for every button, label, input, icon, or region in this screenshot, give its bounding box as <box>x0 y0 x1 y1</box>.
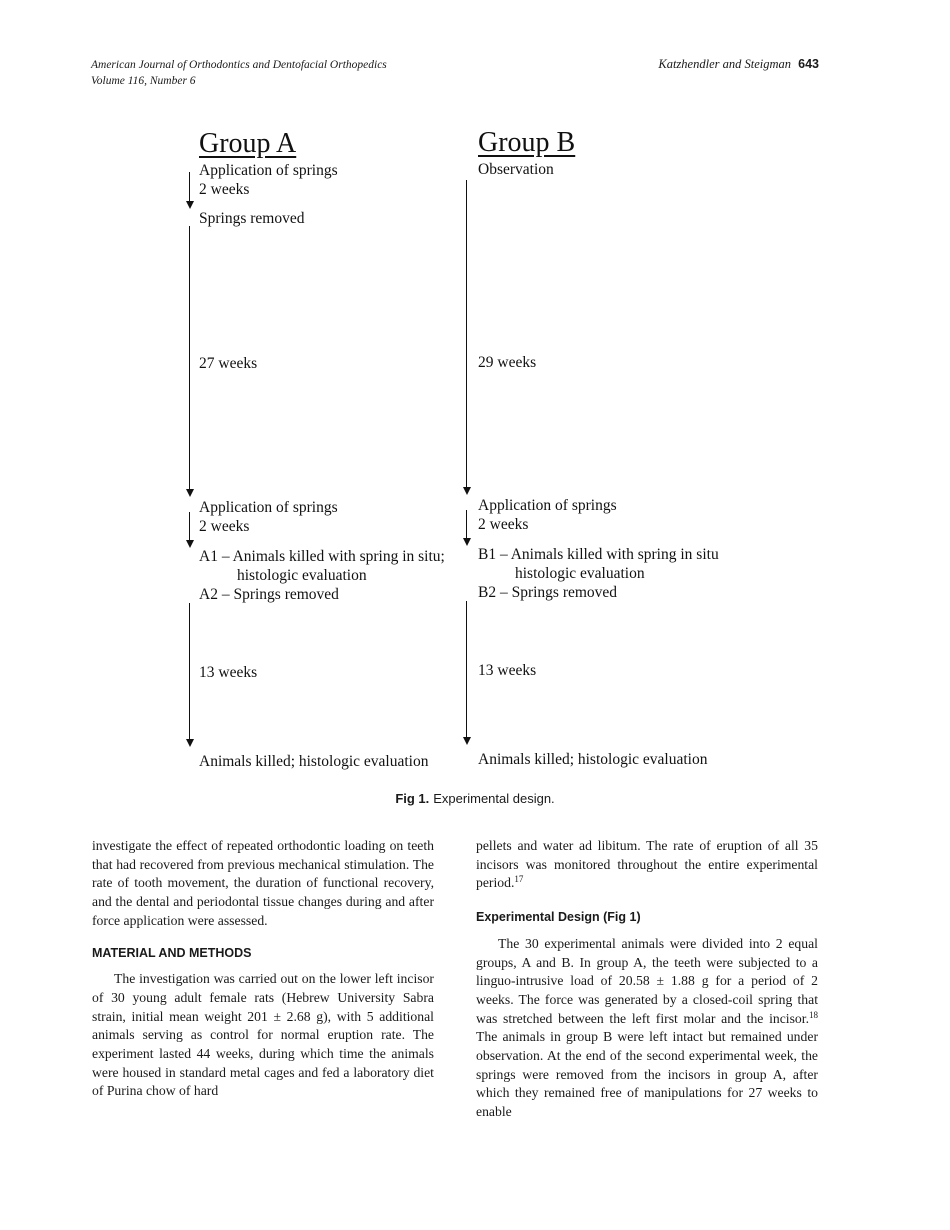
group-a-arrow-line-3 <box>189 512 190 540</box>
group-b-arrowhead-2 <box>463 538 471 546</box>
group-b-weeks-1: 29 weeks <box>478 354 537 371</box>
group-a-final: Animals killed; histologic evaluation <box>199 753 429 770</box>
group-a-weeks-1: 2 weeks <box>199 181 250 198</box>
left-column <box>92 837 434 1101</box>
group-a-weeks-3: 2 weeks <box>199 518 250 535</box>
group-b-arrowhead-1 <box>463 487 471 495</box>
group-b-killed-1-cont: histologic evaluation <box>515 565 645 582</box>
group-b-arrow-line-2 <box>466 510 467 538</box>
group-b-arrow-line-1 <box>466 180 467 488</box>
group-b-weeks-2: 2 weeks <box>478 516 529 533</box>
running-header-right <box>658 57 819 72</box>
group-a-application-1: Application of springs <box>199 162 338 179</box>
reference-18: 18 <box>809 1009 818 1020</box>
group-a-arrowhead-1 <box>186 201 194 209</box>
group-a-arrowhead-4 <box>186 739 194 747</box>
group-b-arrow-line-3 <box>466 601 467 737</box>
right-column <box>476 837 818 1122</box>
section-heading-methods: MATERIAL AND METHODS <box>92 945 252 960</box>
group-a-killed-1: A1 – Animals killed with spring in situ; <box>199 548 445 565</box>
right-paragraph-2-text-b: The animals in group B were left intact but remained under observation. At the end of the second experimental week, the springs were removed from the incisors in group A, after which they remained free of manipulations for 27 weeks to enable <box>476 1029 818 1120</box>
group-b-application: Application of springs <box>478 497 617 514</box>
group-a-arrowhead-3 <box>186 540 194 548</box>
group-a-removed-2: A2 – Springs removed <box>199 586 339 603</box>
journal-name: American Journal of Orthodontics and Dentofacial Orthopedics <box>91 59 387 71</box>
figure-caption <box>0 791 950 806</box>
right-paragraph-2 <box>476 935 818 1122</box>
caption-label: Fig 1. <box>395 791 430 806</box>
right-paragraph-1 <box>476 837 818 893</box>
group-b-observation: Observation <box>478 161 554 178</box>
running-header-left <box>91 57 387 89</box>
section-heading-design: Experimental Design (Fig 1) <box>476 910 641 925</box>
caption-text: Experimental design. <box>433 791 555 806</box>
header-authors: Katzhendler and Steigman <box>658 57 792 71</box>
reference-17: 17 <box>514 874 524 885</box>
group-a-title: Group A <box>199 128 297 159</box>
group-a-removed-1: Springs removed <box>199 210 305 227</box>
group-a-arrow-line-2 <box>189 226 190 490</box>
group-a-weeks-4: 13 weeks <box>199 664 258 681</box>
group-a-killed-1-cont: histologic evaluation <box>237 567 367 584</box>
group-b-removed: B2 – Springs removed <box>478 584 618 601</box>
page-number: 643 <box>798 57 819 71</box>
left-paragraph-2: The investigation was carried out on the lower left incisor of 30 young adult female rats (Hebrew University Sabra strain, initial mean weight 201 ± 2.68 g), with 5 additional animals serving as control for normal eruption rate. The experiment lasted 44 weeks, during which time the animals were housed in standard metal cages and fed a laboratory diet of Purina chow of hard <box>92 971 434 1099</box>
group-a-arrowhead-2 <box>186 489 194 497</box>
group-a-arrow-line-1 <box>189 172 190 202</box>
group-b-final: Animals killed; histologic evaluation <box>478 751 708 768</box>
right-paragraph-1-text: pellets and water ad libitum. The rate of eruption of all 35 incisors was monitored throughout the entire experimental period. <box>476 838 818 891</box>
group-a-arrow-line-4 <box>189 603 190 739</box>
group-b-weeks-3: 13 weeks <box>478 662 537 679</box>
group-a-weeks-2: 27 weeks <box>199 355 258 372</box>
right-paragraph-2-text-a: The 30 experimental animals were divided into 2 equal groups, A and B. In group A, the teeth were subjected to a linguo-intrusive load of 20.58 ± 1.88 g for a period of 2 weeks. The force was generated by a closed-coil spring that was stretched between the left first molar and the incisor. <box>476 935 818 1026</box>
group-b-killed-1: B1 – Animals killed with spring in situ <box>478 546 719 563</box>
group-b-title: Group B <box>478 127 576 158</box>
group-b-arrowhead-3 <box>463 737 471 745</box>
group-a-application-2: Application of springs <box>199 499 338 516</box>
journal-volume: Volume 116, Number 6 <box>91 75 196 87</box>
left-paragraph-1: investigate the effect of repeated orthodontic loading on teeth that had recovered from previous mechanical stimulation. The rate of tooth movement, the duration of functional recovery, and the dental and periodontal tissue changes during and after force application were assessed. <box>92 838 434 928</box>
